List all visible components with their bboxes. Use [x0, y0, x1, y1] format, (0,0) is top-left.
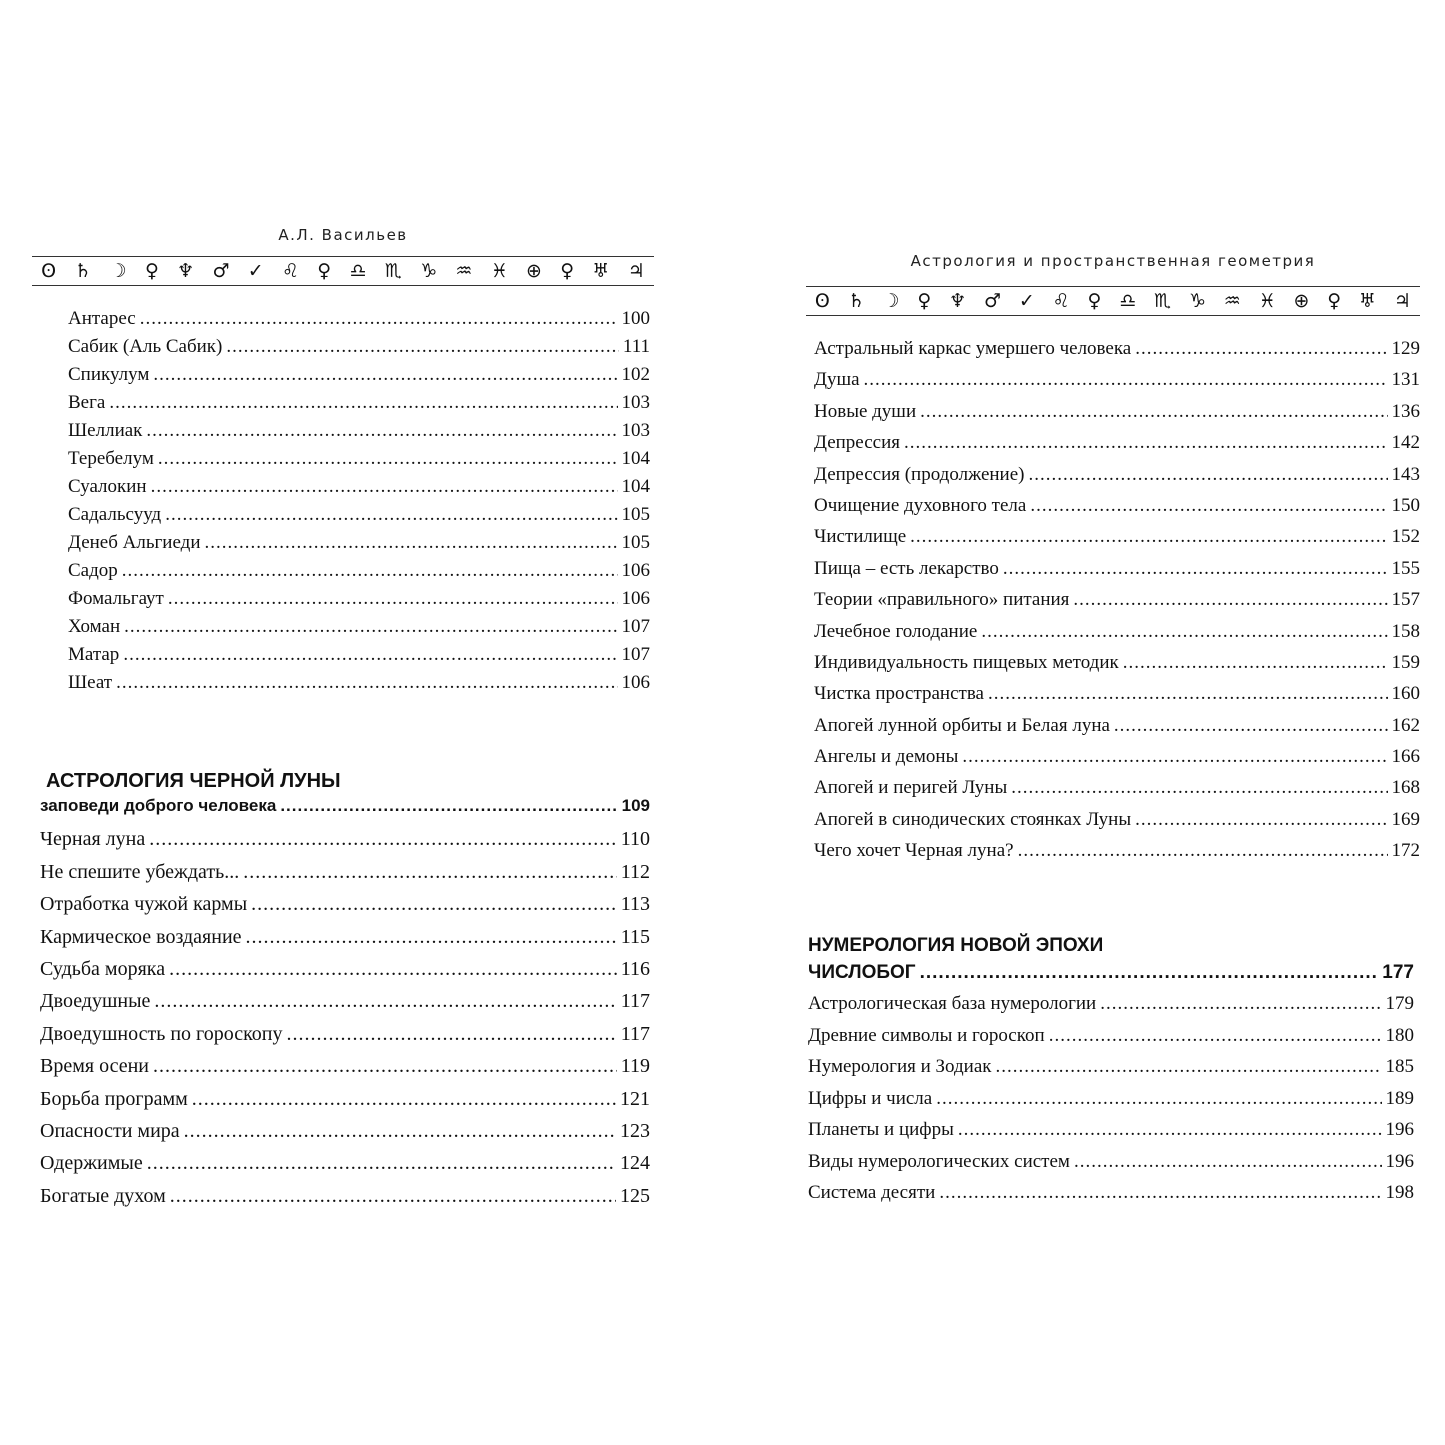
- dot-leader: [981, 621, 1387, 643]
- astro-symbol-icon: ♄: [74, 260, 92, 282]
- toc-entry: [40, 1120, 650, 1152]
- astro-symbol-icon: ✓: [1018, 290, 1035, 312]
- toc-entry-title: Цифры и числа: [808, 1087, 933, 1109]
- left-page: [32, 222, 654, 1217]
- toc-entry-page-number: 168: [1391, 777, 1420, 799]
- dot-leader: [246, 926, 617, 949]
- toc-entry-page-number: 172: [1391, 840, 1420, 862]
- dot-leader: [226, 336, 619, 358]
- toc-entry-title: Вега: [68, 392, 106, 413]
- toc-entry-title: Матар: [68, 644, 120, 665]
- astro-symbol-icon: ♅: [1358, 290, 1376, 312]
- toc-entry-title: Двоедушные: [40, 990, 151, 1013]
- dot-leader: [192, 1088, 616, 1111]
- toc-entry-title: Антарес: [68, 308, 136, 329]
- toc-entry: [40, 990, 650, 1022]
- dot-leader: [168, 588, 618, 610]
- astro-symbol-icon: ⊕: [526, 260, 542, 282]
- toc-entry: [68, 532, 650, 560]
- toc-entry-title: Душа: [814, 369, 860, 391]
- toc-entry-title: Индивидуальность пищевых методик: [814, 651, 1119, 673]
- dot-leader: [153, 1055, 617, 1078]
- toc-entry-page-number: 116: [620, 957, 650, 980]
- toc-entry: [40, 796, 650, 828]
- toc-entry-title: Древние символы и гороскоп: [808, 1024, 1045, 1046]
- toc-entry: [814, 369, 1420, 400]
- dot-leader: [184, 1120, 616, 1143]
- dot-leader: [140, 308, 618, 330]
- toc-entry: [814, 777, 1420, 808]
- toc-entry-title: Кармическое воздаяние: [40, 925, 242, 948]
- toc-entry-title: Астрологическая база нумерологии: [808, 993, 1097, 1015]
- toc-entry: [40, 1088, 650, 1120]
- dot-leader: [251, 893, 617, 916]
- toc-entry: [814, 683, 1420, 714]
- dot-leader: [169, 958, 617, 981]
- dot-leader: [122, 560, 618, 582]
- toc-entry-page-number: 106: [621, 672, 650, 693]
- toc-entry-page-number: 105: [621, 532, 650, 553]
- left-zodiac-glyph-band: [32, 256, 654, 286]
- astro-symbol-icon: ♆: [949, 290, 967, 312]
- toc-entry: [40, 1023, 650, 1055]
- toc-entry-page-number: 131: [1391, 369, 1420, 391]
- dot-leader: [158, 448, 618, 470]
- toc-entry-title: Шеллиак: [68, 420, 143, 441]
- toc-entry-title: Очищение духовного тела: [814, 494, 1027, 516]
- toc-entry: [68, 476, 650, 504]
- dot-leader: [1030, 495, 1387, 517]
- toc-entry-page-number: 109: [621, 796, 650, 815]
- astro-symbol-icon: ✓: [247, 260, 264, 282]
- left-star-toc: [32, 308, 654, 700]
- dot-leader: [116, 672, 617, 694]
- toc-entry: [68, 616, 650, 644]
- astro-symbol-icon: ♓: [490, 260, 508, 282]
- toc-entry: [68, 588, 650, 616]
- toc-entry-page-number: 166: [1391, 746, 1420, 768]
- right-section-toc: [806, 962, 1420, 1214]
- toc-entry: [40, 893, 650, 925]
- toc-entry: [40, 861, 650, 893]
- toc-entry-title: Одержимые: [40, 1152, 143, 1175]
- toc-entry-page-number: 115: [620, 925, 650, 948]
- astro-symbol-icon: ♓: [1258, 290, 1276, 312]
- dot-leader: [1073, 589, 1387, 611]
- toc-entry: [40, 1185, 650, 1217]
- toc-entry-title: Теребелум: [68, 448, 154, 469]
- toc-entry-title: Садальсууд: [68, 504, 162, 525]
- dot-leader: [1011, 777, 1387, 799]
- dot-leader: [153, 364, 617, 386]
- dot-leader: [910, 526, 1387, 548]
- astro-symbol-icon: ♀: [317, 260, 332, 282]
- toc-entry-title: Хоман: [68, 616, 121, 637]
- toc-entry-page-number: 106: [621, 560, 650, 581]
- toc-entry: [814, 495, 1420, 526]
- toc-entry: [40, 958, 650, 990]
- toc-entry: [814, 526, 1420, 557]
- toc-entry-page-number: 129: [1391, 338, 1420, 359]
- toc-entry-title: Садор: [68, 560, 118, 581]
- toc-entry-title: Борьба программ: [40, 1087, 188, 1110]
- toc-entry-page-number: 177: [1382, 961, 1414, 983]
- astro-symbol-icon: ♄: [847, 290, 865, 312]
- toc-entry-page-number: 100: [621, 308, 650, 329]
- toc-entry-page-number: 143: [1391, 463, 1420, 485]
- astro-symbol-icon: ʘ: [814, 290, 830, 312]
- toc-entry-title: Виды нумерологических систем: [808, 1150, 1070, 1172]
- toc-entry-title: Не спешите убеждать...: [40, 860, 240, 883]
- toc-entry-page-number: 160: [1391, 683, 1420, 705]
- toc-entry-title: Пища – есть лекарство: [814, 557, 999, 579]
- toc-entry: [68, 672, 650, 700]
- dot-leader: [280, 796, 617, 816]
- toc-entry-title: Чего хочет Черная луна?: [814, 840, 1014, 862]
- toc-entry-title: Отработка чужой кармы: [40, 893, 248, 916]
- toc-entry: [808, 993, 1414, 1025]
- toc-entry-title: Планеты и цифры: [808, 1119, 954, 1141]
- right-zodiac-glyph-band: [806, 286, 1420, 316]
- left-section-toc: [32, 796, 654, 1217]
- toc-entry-page-number: 180: [1385, 1024, 1414, 1046]
- dot-leader: [939, 1182, 1381, 1204]
- dot-leader: [123, 644, 617, 666]
- dot-leader: [170, 1185, 616, 1208]
- dot-leader: [958, 1119, 1382, 1141]
- dot-leader: [920, 401, 1387, 423]
- toc-entry-title: Нумерология и Зодиак: [808, 1056, 992, 1078]
- toc-entry: [68, 560, 650, 588]
- toc-entry-title: Фомальгаут: [68, 588, 164, 609]
- astro-symbol-icon: ♒: [1223, 290, 1241, 312]
- dot-leader: [1074, 1151, 1382, 1173]
- astro-symbol-icon: ♎: [349, 260, 367, 282]
- toc-entry: [814, 840, 1420, 871]
- toc-entry: [68, 448, 650, 476]
- toc-entry-title: Денеб Альгиеди: [68, 532, 201, 553]
- toc-entry-title: Апогей и перигей Луны: [814, 777, 1008, 799]
- dot-leader: [149, 828, 617, 851]
- toc-entry: [814, 621, 1420, 652]
- toc-entry-page-number: 104: [621, 448, 650, 469]
- toc-entry: [808, 962, 1414, 994]
- dot-leader: [1028, 464, 1387, 486]
- toc-entry: [814, 652, 1420, 683]
- toc-entry-title: Астральный каркас умершего человека: [814, 338, 1132, 359]
- astro-symbol-icon: ♏: [384, 260, 402, 282]
- dot-leader: [1135, 338, 1387, 360]
- astro-symbol-icon: ♏: [1154, 290, 1172, 312]
- toc-entry-page-number: 111: [622, 336, 650, 357]
- toc-entry-page-number: 103: [621, 392, 650, 413]
- dot-leader: [1100, 993, 1381, 1015]
- toc-entry-page-number: 196: [1385, 1150, 1414, 1172]
- dot-leader: [154, 990, 616, 1013]
- toc-entry: [68, 308, 650, 336]
- toc-entry-title: Суалокин: [68, 476, 147, 497]
- dot-leader: [109, 392, 617, 414]
- astro-symbol-icon: ʘ: [41, 260, 57, 282]
- toc-entry: [814, 715, 1420, 746]
- astro-symbol-icon: ♂: [212, 260, 230, 282]
- dot-leader: [205, 532, 618, 554]
- section-heading-black-moon: АСТРОЛОГИЯ ЧЕРНОЙ ЛУНЫ: [46, 770, 341, 792]
- toc-entry-page-number: 198: [1385, 1182, 1414, 1204]
- astro-symbol-icon: ♌: [1052, 290, 1070, 312]
- toc-entry-page-number: 112: [620, 860, 650, 883]
- toc-entry: [68, 392, 650, 420]
- toc-entry-page-number: 136: [1391, 400, 1420, 422]
- toc-entry-title: Богатые духом: [40, 1184, 166, 1207]
- astro-symbol-icon: ♃: [627, 260, 645, 282]
- left-running-head: А.Л. Васильев: [278, 226, 408, 244]
- toc-entry: [814, 589, 1420, 620]
- toc-entry: [814, 746, 1420, 777]
- toc-entry: [808, 1088, 1414, 1120]
- astro-symbol-icon: ♑: [420, 260, 438, 282]
- dot-leader: [1114, 715, 1388, 737]
- toc-entry-page-number: 113: [620, 893, 650, 916]
- dot-leader: [1018, 840, 1388, 862]
- dot-leader: [165, 504, 617, 526]
- dot-leader: [1049, 1025, 1382, 1047]
- dot-leader: [124, 616, 617, 638]
- toc-entry-title: Чистилище: [814, 526, 907, 548]
- toc-entry-page-number: 196: [1385, 1119, 1414, 1141]
- dot-leader: [936, 1088, 1381, 1110]
- astro-symbol-icon: ♌: [281, 260, 300, 282]
- toc-entry: [68, 420, 650, 448]
- dot-leader: [147, 1152, 616, 1175]
- right-running-head: Астрология и пространственная геометрия: [910, 252, 1316, 270]
- toc-entry-title: Апогей лунной орбиты и Белая луна: [814, 714, 1110, 736]
- right-toc-list: [806, 338, 1420, 872]
- astro-symbol-icon: ♀: [1327, 290, 1342, 312]
- toc-entry: [40, 1152, 650, 1184]
- toc-entry: [814, 558, 1420, 589]
- toc-entry: [40, 1055, 650, 1087]
- astro-symbol-icon: ♀: [1087, 290, 1102, 312]
- toc-entry-title: Черная луна: [40, 828, 146, 851]
- toc-entry-page-number: 123: [620, 1119, 650, 1142]
- toc-entry-title: заповеди доброго человека: [40, 796, 277, 815]
- toc-entry-page-number: 142: [1391, 432, 1420, 454]
- astro-symbol-icon: ☽: [882, 290, 900, 312]
- toc-entry-page-number: 159: [1391, 651, 1420, 673]
- toc-entry-page-number: 169: [1391, 808, 1420, 830]
- toc-entry-page-number: 110: [620, 828, 650, 851]
- astro-symbol-icon: ♒: [455, 260, 473, 282]
- dot-leader: [988, 683, 1388, 705]
- toc-entry: [814, 464, 1420, 495]
- toc-entry-page-number: 106: [621, 588, 650, 609]
- toc-entry-title: Судьба моряка: [40, 957, 166, 980]
- section-heading-numerology: НУМЕРОЛОГИЯ НОВОЙ ЭПОХИ: [808, 934, 1104, 956]
- toc-entry-page-number: 179: [1385, 993, 1414, 1015]
- dot-leader: [1123, 652, 1388, 674]
- toc-entry-title: Шеат: [68, 672, 113, 693]
- toc-entry-title: Чистка пространства: [814, 683, 984, 705]
- toc-entry: [814, 809, 1420, 840]
- toc-entry-title: Депрессия: [814, 432, 900, 454]
- toc-entry-title: ЧИСЛОБОГ: [808, 961, 916, 983]
- dot-leader: [920, 962, 1379, 984]
- toc-entry-page-number: 107: [621, 616, 650, 637]
- dot-leader: [1003, 558, 1388, 580]
- toc-entry: [808, 1182, 1414, 1214]
- toc-entry-page-number: 157: [1391, 589, 1420, 611]
- toc-entry-page-number: 162: [1391, 714, 1420, 736]
- toc-entry-title: Апогей в синодических стоянках Луны: [814, 808, 1132, 830]
- toc-entry: [68, 364, 650, 392]
- toc-entry-page-number: 117: [620, 1022, 650, 1045]
- dot-leader: [287, 1023, 617, 1046]
- toc-entry-page-number: 121: [620, 1087, 650, 1110]
- toc-entry-title: Спикулум: [68, 364, 150, 385]
- toc-entry-page-number: 103: [621, 420, 650, 441]
- dot-leader: [996, 1056, 1382, 1078]
- astro-symbol-icon: ♀: [560, 260, 575, 282]
- toc-entry: [814, 401, 1420, 432]
- toc-entry-title: Теории «правильного» питания: [814, 589, 1070, 611]
- toc-entry-page-number: 189: [1385, 1087, 1414, 1109]
- toc-entry: [68, 644, 650, 672]
- dot-leader: [962, 746, 1387, 768]
- toc-entry: [40, 926, 650, 958]
- toc-entry: [808, 1119, 1414, 1151]
- astro-symbol-icon: ♆: [177, 260, 195, 282]
- toc-entry-title: Новые души: [814, 400, 917, 422]
- toc-entry-page-number: 124: [620, 1152, 650, 1175]
- toc-entry-page-number: 117: [620, 990, 650, 1013]
- astro-symbol-icon: ⊕: [1293, 290, 1310, 312]
- dot-leader: [904, 432, 1388, 454]
- toc-entry: [808, 1151, 1414, 1183]
- toc-entry-title: Двоедушность по гороскопу: [40, 1022, 283, 1045]
- astro-symbol-icon: ♅: [592, 260, 610, 282]
- toc-entry-title: Система десяти: [808, 1182, 936, 1204]
- dot-leader: [864, 369, 1388, 391]
- toc-entry-title: Опасности мира: [40, 1119, 180, 1142]
- right-page: [806, 248, 1420, 1214]
- toc-entry-page-number: 105: [621, 504, 650, 525]
- toc-entry: [808, 1025, 1414, 1057]
- toc-entry-title: Время осени: [40, 1055, 149, 1078]
- toc-entry: [68, 336, 650, 364]
- astro-symbol-icon: ♃: [1393, 290, 1411, 312]
- toc-entry-title: Сабик (Аль Сабик): [68, 336, 223, 357]
- dot-leader: [243, 861, 616, 884]
- toc-entry-title: Лечебное голодание: [814, 620, 978, 642]
- toc-entry-page-number: 152: [1391, 526, 1420, 548]
- toc-entry-page-number: 185: [1385, 1056, 1414, 1078]
- astro-symbol-icon: ♀: [917, 290, 932, 312]
- dot-leader: [151, 476, 618, 498]
- dot-leader: [1135, 809, 1387, 831]
- toc-entry-page-number: 119: [620, 1055, 650, 1078]
- toc-entry-page-number: 155: [1391, 557, 1420, 579]
- toc-entry-page-number: 150: [1391, 494, 1420, 516]
- toc-entry-page-number: 107: [621, 644, 650, 665]
- toc-entry-title: Ангелы и демоны: [814, 746, 959, 768]
- toc-entry-title: Депрессия (продолжение): [814, 463, 1025, 485]
- toc-entry-page-number: 125: [620, 1184, 650, 1207]
- astro-symbol-icon: ♎: [1119, 290, 1137, 312]
- toc-entry-page-number: 102: [621, 364, 650, 385]
- toc-entry: [814, 432, 1420, 463]
- toc-entry-page-number: 104: [621, 476, 650, 497]
- astro-symbol-icon: ♀: [144, 260, 159, 282]
- toc-entry: [808, 1056, 1414, 1088]
- dot-leader: [146, 420, 617, 442]
- astro-symbol-icon: ♂: [984, 290, 1002, 312]
- toc-entry: [68, 504, 650, 532]
- toc-entry: [40, 828, 650, 860]
- astro-symbol-icon: ♑: [1188, 290, 1206, 312]
- toc-entry: [814, 338, 1420, 369]
- toc-entry-page-number: 158: [1391, 620, 1420, 642]
- astro-symbol-icon: ☽: [109, 260, 127, 282]
